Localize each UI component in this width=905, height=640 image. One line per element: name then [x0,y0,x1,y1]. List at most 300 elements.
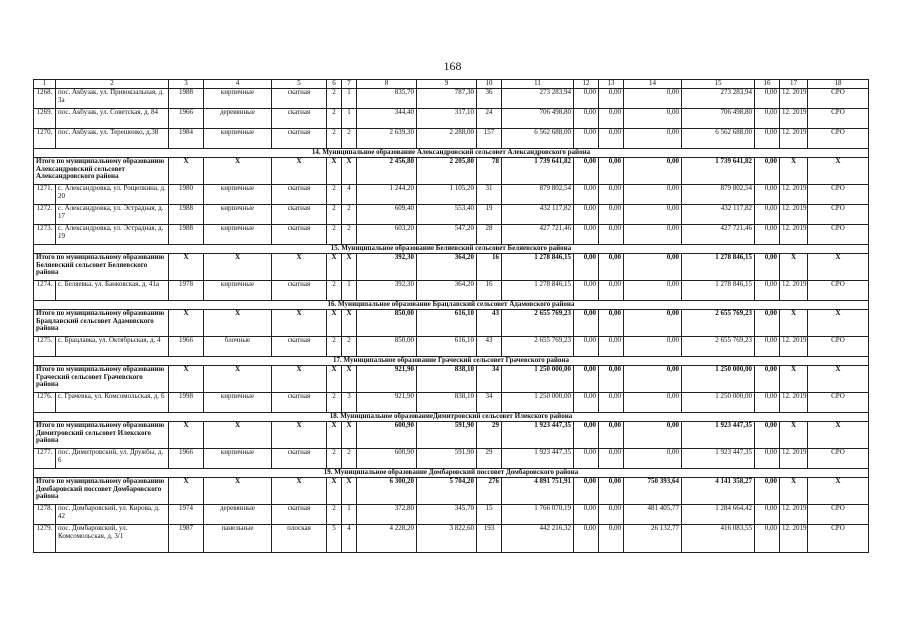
table-cell: 0,00 [599,225,624,245]
table-cell: 345,70 [417,505,477,525]
subtotal-cell: 0,00 [599,158,624,185]
subtotal-row [34,366,869,393]
table-cell: скатная [272,505,327,525]
subtotal-cell: 0,00 [624,366,682,393]
table-cell: 1 278 846,15 [682,281,755,301]
address-cell: пос. Димитровский, ул. Дружбы, д. 6 [56,449,169,469]
column-number: 11 [502,80,574,89]
table-cell: 2 [342,449,357,469]
table-cell: 2 655 769,23 [502,337,574,357]
subtotal-cell: 34 [477,366,502,393]
subtotal-cell: 0,00 [574,254,599,281]
address-cell: пос. Домбаровский, ул. Комсомольская, д. 3/1 [56,525,169,553]
table-cell: 1978 [169,281,204,301]
table-cell: 31 [477,185,502,205]
table-cell: 0,00 [755,449,780,469]
subtotal-label: Итого по муниципальному образованию Граческий сельсовет Грачевского района [34,366,169,393]
table-cell: СРО [808,185,869,205]
table-cell: 0,00 [624,89,682,109]
table-cell: 0,00 [755,89,780,109]
table-cell: 0,00 [755,505,780,525]
table-cell: 0,00 [624,393,682,413]
subtotal-cell: 0,00 [624,310,682,337]
table-cell: 157 [477,129,502,149]
address-cell: пос. Акбузак, ул. Советская, д. 84 [56,109,169,129]
table-cell: СРО [808,109,869,129]
section-title: 16. Муниципальное образование Брацлавский сельсовет Адамовского района [34,301,869,310]
table-row [34,449,869,469]
table-cell: 591,90 [417,449,477,469]
subtotal-cell: X [204,254,272,281]
table-cell: 364,20 [417,281,477,301]
table-cell: 4 228,20 [357,525,417,553]
subtotal-cell: 0,00 [755,422,780,449]
subtotal-cell: 0,00 [755,366,780,393]
table-cell: 273 283,94 [502,89,574,109]
table-cell: 1988 [169,225,204,245]
table-cell: 12. 2019 [780,337,808,357]
table-cell: 2 [327,129,342,149]
table-cell: 12. 2019 [780,129,808,149]
table-cell: 0,00 [755,525,780,553]
address-cell: пос. Акбузак, ул. Терешенко, д.38 [56,129,169,149]
table-cell: 432 117,82 [502,205,574,225]
table-cell: 0,00 [574,505,599,525]
section-title: 19. Муниципальное образование Домбаровский поссовет Домбаровского района [34,469,869,478]
table-cell: 12. 2019 [780,89,808,109]
table-cell: 372,80 [357,505,417,525]
subtotal-cell: X [342,254,357,281]
subtotal-cell: 1 739 641,82 [682,158,755,185]
table-cell: 0,00 [599,185,624,205]
table-row [34,225,869,245]
subtotal-label: Итого по муниципальному образованию Александровский сельсовет Александровского района [34,158,169,185]
table-cell: 0,00 [755,205,780,225]
table-cell: 2 [342,129,357,149]
subtotal-cell: X [327,310,342,337]
subtotal-label: Итого по муниципальному образованию Беляевский сельсовет Беляевского района [34,254,169,281]
table-cell: 0,00 [574,129,599,149]
subtotal-cell: 1 278 846,15 [682,254,755,281]
subtotal-cell: X [169,366,204,393]
table-row [34,185,869,205]
table-cell: 2 [327,449,342,469]
column-number: 5 [272,80,327,89]
subtotal-cell: 364,20 [417,254,477,281]
subtotal-cell: X [780,478,808,505]
subtotal-cell: 750 393,64 [624,478,682,505]
table-cell: 12. 2019 [780,225,808,245]
table-cell: скатная [272,337,327,357]
table-cell: 2 [327,205,342,225]
subtotal-cell: X [342,478,357,505]
table-cell: скатная [272,393,327,413]
table-cell: 2 288,00 [417,129,477,149]
subtotal-cell: X [808,158,869,185]
subtotal-cell: 0,00 [574,310,599,337]
table-cell: 850,00 [357,337,417,357]
section-title: 18. Муниципальное образованиеДимитровский сельсовет Илекского района [34,413,869,422]
subtotal-cell: X [204,422,272,449]
subtotal-cell: 1 923 447,35 [682,422,755,449]
column-number: 10 [477,80,502,89]
subtotal-row [34,254,869,281]
subtotal-cell: 2 655 769,23 [682,310,755,337]
table-cell: 0,00 [624,225,682,245]
page-number: 168 [443,59,462,73]
section-header-row [34,245,869,254]
subtotal-cell: 616,10 [417,310,477,337]
table-cell: 392,30 [357,281,417,301]
subtotal-cell: 29 [477,422,502,449]
column-number: 6 [327,80,342,89]
subtotal-cell: X [808,422,869,449]
table-cell: 0,00 [574,337,599,357]
table-cell: 1974 [169,505,204,525]
table-cell: 317,10 [417,109,477,129]
subtotal-label: Итого по муниципальному образованию Димитровский сельсовет Илекского района [34,422,169,449]
column-number: 4 [204,80,272,89]
address-cell: с. Брацлавка, ул. Октябрьская, д. 4 [56,337,169,357]
column-number: 16 [755,80,780,89]
table-cell: 2 [342,205,357,225]
table-cell: 36 [477,89,502,109]
table-cell: 0,00 [599,89,624,109]
table-cell: 1279. [34,525,56,553]
subtotal-cell: 5 704,20 [417,478,477,505]
section-header-row [34,469,869,478]
column-number: 15 [682,80,755,89]
table-cell: 16 [477,281,502,301]
table-cell: блочные [204,337,272,357]
table-cell: 1 105,20 [417,185,477,205]
subtotal-cell: 0,00 [755,478,780,505]
table-row [34,129,869,149]
table-cell: 1987 [169,525,204,553]
table-cell: 5 [327,525,342,553]
table-cell: 28 [477,225,502,245]
subtotal-cell: 0,00 [599,478,624,505]
table-cell: 3 822,60 [417,525,477,553]
table-cell: скатная [272,205,327,225]
subtotal-cell: 2 205,80 [417,158,477,185]
subtotal-cell: X [327,158,342,185]
table-cell: скатная [272,449,327,469]
table-cell: 553,40 [417,205,477,225]
subtotal-row [34,478,869,505]
table-cell: 1966 [169,109,204,129]
table-cell: 6 562 688,00 [682,129,755,149]
table-cell: 1 278 846,15 [502,281,574,301]
subtotal-cell: 0,00 [599,254,624,281]
table-cell: 1984 [169,129,204,149]
table-cell: 0,00 [755,281,780,301]
table-cell: 416 083,55 [682,525,755,553]
column-number: 17 [780,80,808,89]
table-cell: 0,00 [599,109,624,129]
column-number: 14 [624,80,682,89]
table-cell: кирпичные [204,449,272,469]
table-cell: панельные [204,525,272,553]
subtotal-cell: 2 456,80 [357,158,417,185]
table-cell: плоская [272,525,327,553]
section-title: 17. Муниципальное образование Граческий сельсовет Грачевского района [34,357,869,366]
table-cell: скатная [272,129,327,149]
subtotal-cell: X [808,478,869,505]
table-cell: 1268. [34,89,56,109]
table-cell: СРО [808,525,869,553]
table-cell: 1988 [169,205,204,225]
table-cell: СРО [808,281,869,301]
subtotal-cell: 276 [477,478,502,505]
table-cell: 26 132,77 [624,525,682,553]
address-cell: пос. Домбаровский, ул. Кирова, д. 42 [56,505,169,525]
table-cell: 706 498,80 [502,109,574,129]
table-cell: 12. 2019 [780,525,808,553]
table-cell: кирпичные [204,89,272,109]
table-cell: 0,00 [755,109,780,129]
subtotal-cell: X [169,310,204,337]
table-cell: 29 [477,449,502,469]
subtotal-cell: X [169,422,204,449]
table-row [34,525,869,553]
table-cell: СРО [808,225,869,245]
table-row [34,109,869,129]
table-cell: 838,10 [417,393,477,413]
subtotal-cell: 838,10 [417,366,477,393]
subtotal-cell: 0,00 [624,254,682,281]
table-cell: скатная [272,109,327,129]
table-cell: 1 250 000,00 [502,393,574,413]
table-cell: 0,00 [599,205,624,225]
subtotal-cell: 1 250 000,00 [502,366,574,393]
subtotal-cell: 4 891 751,91 [502,478,574,505]
table-cell: 0,00 [574,89,599,109]
subtotal-cell: X [204,478,272,505]
subtotal-cell: 1 923 447,35 [502,422,574,449]
table-cell: 787,30 [417,89,477,109]
table-cell: 603,20 [357,225,417,245]
table-cell: 0,00 [574,449,599,469]
subtotal-cell: 0,00 [755,158,780,185]
table-cell: СРО [808,129,869,149]
subtotal-cell: X [808,310,869,337]
subtotal-cell: X [780,158,808,185]
subtotal-cell: X [169,478,204,505]
column-number: 7 [342,80,357,89]
column-number: 1 [34,80,56,89]
section-header-row [34,301,869,310]
table-cell: 1276. [34,393,56,413]
column-number: 18 [808,80,869,89]
subtotal-cell: X [272,310,327,337]
table-cell: 427 721,46 [502,225,574,245]
table-cell: 1270. [34,129,56,149]
table-cell: кирпичные [204,281,272,301]
subtotal-label: Итого по муниципальному образованию Брацлавский сельсовет Адамовского района [34,310,169,337]
table-cell: 2 [327,89,342,109]
subtotal-cell: 1 250 000,00 [682,366,755,393]
address-cell: с. Александровка, ул. Рощепкина, д. 20 [56,185,169,205]
column-number: 8 [357,80,417,89]
table-cell: 432 117,82 [682,205,755,225]
column-number: 3 [169,80,204,89]
table-cell: 0,00 [624,337,682,357]
column-number: 13 [599,80,624,89]
table-row [34,393,869,413]
table-cell: СРО [808,205,869,225]
subtotal-cell: X [327,254,342,281]
subtotal-cell: 0,00 [624,422,682,449]
table-cell: 3 [342,393,357,413]
table-cell: 0,00 [624,185,682,205]
subtotal-cell: 43 [477,310,502,337]
table-cell: 835,70 [357,89,417,109]
table-cell: 0,00 [755,393,780,413]
table-cell: 1274. [34,281,56,301]
subtotal-cell: X [780,254,808,281]
table-cell: кирпичные [204,205,272,225]
subtotal-cell: X [342,366,357,393]
table-cell: СРО [808,89,869,109]
table-cell: 2 [327,109,342,129]
table-cell: 0,00 [574,205,599,225]
table-cell: 1988 [169,89,204,109]
column-number: 9 [417,80,477,89]
section-header-row [34,413,869,422]
table-cell: 1 766 070,19 [502,505,574,525]
section-title: 15. Муниципальное образование Беляевский сельсовет Беляевского района [34,245,869,254]
table-cell: 1 [342,109,357,129]
subtotal-cell: X [272,366,327,393]
table-cell: 12. 2019 [780,205,808,225]
table-cell: СРО [808,505,869,525]
table-cell: кирпичные [204,225,272,245]
subtotal-cell: X [780,422,808,449]
subtotal-cell: 4 141 358,27 [682,478,755,505]
subtotal-row [34,158,869,185]
table-cell: 0,00 [755,129,780,149]
subtotal-cell: X [272,158,327,185]
subtotal-cell: X [780,310,808,337]
subtotal-cell: 1 739 641,82 [502,158,574,185]
table-cell: 0,00 [574,185,599,205]
table-cell: 1275. [34,337,56,357]
subtotal-cell: 16 [477,254,502,281]
subtotal-cell: X [272,478,327,505]
table-row [34,205,869,225]
table-cell: 706 498,80 [682,109,755,129]
table-cell: 2 [327,281,342,301]
table-cell: СРО [808,393,869,413]
table-row [34,337,869,357]
subtotal-cell: X [808,254,869,281]
table-cell: 6 562 688,00 [502,129,574,149]
table-cell: 344,40 [357,109,417,129]
subtotal-cell: 2 655 769,23 [502,310,574,337]
table-cell: скатная [272,225,327,245]
table-cell: 1278. [34,505,56,525]
subtotal-cell: 0,00 [624,158,682,185]
table-cell: 12. 2019 [780,109,808,129]
table-cell: 616,10 [417,337,477,357]
subtotal-cell: 0,00 [574,158,599,185]
table-cell: 0,00 [574,109,599,129]
column-number: 12 [574,80,599,89]
subtotal-cell: 0,00 [755,310,780,337]
table-cell: 427 721,46 [682,225,755,245]
subtotal-cell: X [327,366,342,393]
table-cell: 19 [477,205,502,225]
table-cell: 879 802,54 [502,185,574,205]
table-cell: деревянные [204,505,272,525]
subtotal-cell: 0,00 [574,422,599,449]
table-cell: 12. 2019 [780,449,808,469]
table-cell: 600,90 [357,449,417,469]
section-header-row [34,357,869,366]
table-cell: скатная [272,89,327,109]
subtotal-cell: X [327,478,342,505]
table-row [34,89,869,109]
table-cell: 1 284 664,42 [682,505,755,525]
table-cell: 879 802,54 [682,185,755,205]
section-header-row [34,149,869,158]
table-cell: 1 923 447,35 [682,449,755,469]
table-cell: 43 [477,337,502,357]
table-cell: 442 216,32 [502,525,574,553]
table-cell: 0,00 [599,281,624,301]
address-cell: пос. Акбузак, ул. Привокзальная, д. 3а [56,89,169,109]
register-table [33,79,869,553]
table-cell: 0,00 [755,185,780,205]
table-cell: 1980 [169,185,204,205]
subtotal-cell: 0,00 [755,254,780,281]
subtotal-cell: 591,90 [417,422,477,449]
address-cell: с. Грачевка, ул. Комсомольская, д. 6 [56,393,169,413]
subtotal-cell: 600,90 [357,422,417,449]
subtotal-cell: 0,00 [574,366,599,393]
table-cell: 1277. [34,449,56,469]
subtotal-cell: X [342,310,357,337]
table-cell: 0,00 [574,393,599,413]
table-cell: кирпичные [204,129,272,149]
subtotal-label: Итого по муниципальному образованию Домбаровский поссовет Домбаровского района [34,478,169,505]
table-cell: 12. 2019 [780,281,808,301]
table-cell: 1273. [34,225,56,245]
table-cell: 2 [342,337,357,357]
table-cell: скатная [272,185,327,205]
subtotal-cell: 0,00 [599,310,624,337]
table-cell: кирпичные [204,185,272,205]
table-cell: 481 405,77 [624,505,682,525]
table-cell: 609,40 [357,205,417,225]
address-cell: с. Александровка, ул. Эстрадная, д. 17 [56,205,169,225]
subtotal-cell: X [342,422,357,449]
table-cell: 4 [342,525,357,553]
subtotal-cell: X [272,422,327,449]
table-cell: 0,00 [755,225,780,245]
table-cell: 0,00 [624,205,682,225]
table-cell: 2 [327,225,342,245]
subtotal-cell: X [272,254,327,281]
table-cell: 273 283,94 [682,89,755,109]
table-cell: 12. 2019 [780,393,808,413]
table-cell: 1 [342,505,357,525]
table-cell: 1 [342,89,357,109]
subtotal-cell: X [780,366,808,393]
subtotal-cell: X [808,366,869,393]
table-cell: 0,00 [755,337,780,357]
